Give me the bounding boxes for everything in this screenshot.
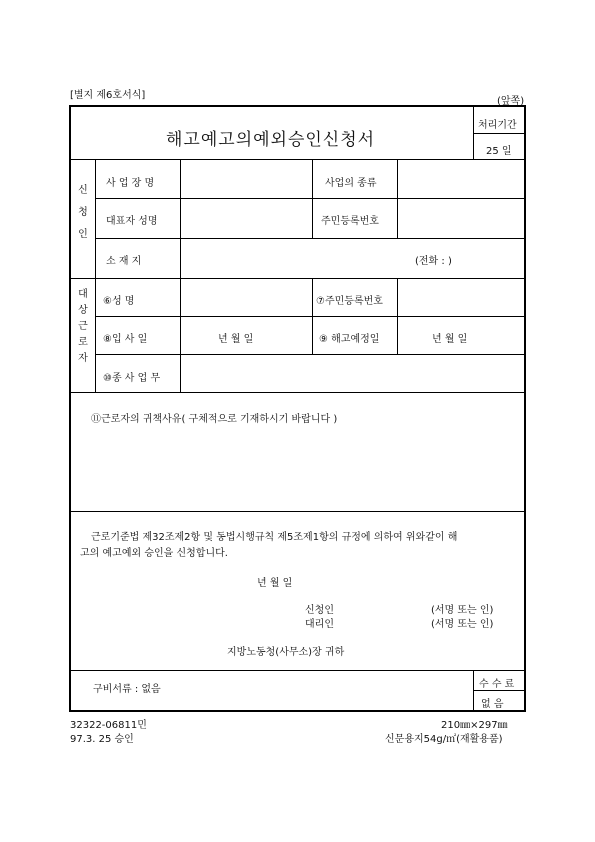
phone-label: (전화 : ) [415,256,452,267]
divider [95,316,525,317]
divider [473,133,525,134]
divider [95,238,525,239]
divider [95,198,525,199]
processing-period-label: 처리기간 [478,120,517,131]
dismissal-date-label: ⑨ 해고예정일 [319,334,380,345]
applicant-signature-note: (서명 또는 인) [431,605,494,616]
paper-size: 210㎜×297㎜ [441,720,508,731]
resident-number-label: 주민등록번호 [321,216,379,227]
business-type-label: 사업의 종류 [325,178,377,189]
location-label: 소 재 지 [106,256,142,267]
processing-period-value: 25 일 [486,146,512,157]
divider [71,278,525,279]
divider [71,511,525,512]
worker-resident-number-field[interactable] [399,280,523,314]
agent-signature-label: 대리인 [305,619,334,630]
fee-label: 수 수 료 [479,679,515,690]
dismissal-reason-field[interactable] [80,428,516,508]
divider [180,159,181,392]
worker-name-label: ⑥성 명 [103,296,135,307]
hire-date-field[interactable]: 년 월 일 [218,334,254,345]
form-code: 32322-06811민 [70,720,147,731]
form-title: 해고예고의예외승인신청서 [166,130,376,150]
applicant-signature-label: 신청인 [305,605,334,616]
approval-date: 97.3. 25 승인 [70,734,134,745]
fee-value: 없 음 [481,699,504,710]
attachments-label: 구비서류 : 없음 [93,684,161,695]
recipient-line: 지방노동청(사무소)장 귀하 [227,647,345,658]
job-label: ⑩종 사 업 무 [103,373,161,384]
dismissal-date-field[interactable]: 년 월 일 [432,334,468,345]
divider [71,159,525,160]
divider [71,392,525,393]
business-name-field[interactable] [182,161,310,196]
resident-number-field[interactable] [399,200,523,236]
divider [95,354,525,355]
applicant-section-label: 신 청 인 [78,185,88,240]
business-name-label: 사 업 장 명 [106,178,155,189]
form-number-label: [별지 제6호서식] [70,90,146,101]
hire-date-label: ⑧입 사 일 [103,334,148,345]
agent-signature-note: (서명 또는 인) [431,619,494,630]
worker-section-label: 대 상 근 로 자 [78,289,88,364]
business-type-field[interactable] [399,161,523,196]
dismissal-reason-label: ⑪근로자의 귀책사유( 구체적으로 기재하시기 바랍니다 ) [91,414,338,425]
divider [473,690,525,691]
representative-name-field[interactable] [182,200,310,236]
location-field[interactable] [182,240,392,276]
worker-resident-number-label: ⑦주민등록번호 [316,296,383,307]
worker-name-field[interactable] [182,280,310,314]
declaration-line-2: 고의 예고예외 승인을 신청합니다. [80,548,228,559]
front-side-label: (앞쪽) [497,96,525,107]
application-date[interactable]: 년 월 일 [257,578,293,589]
representative-name-label: 대표자 성명 [106,216,158,227]
declaration-line-1: 근로기준법 제32조제2항 및 동법시행규칙 제5조제1항의 규정에 의하여 위와같이 해 [91,532,458,543]
paper-spec: 신문용지54g/㎡(재활용품) [385,734,503,745]
divider [71,670,525,671]
job-field[interactable] [182,356,523,390]
divider [95,159,96,392]
